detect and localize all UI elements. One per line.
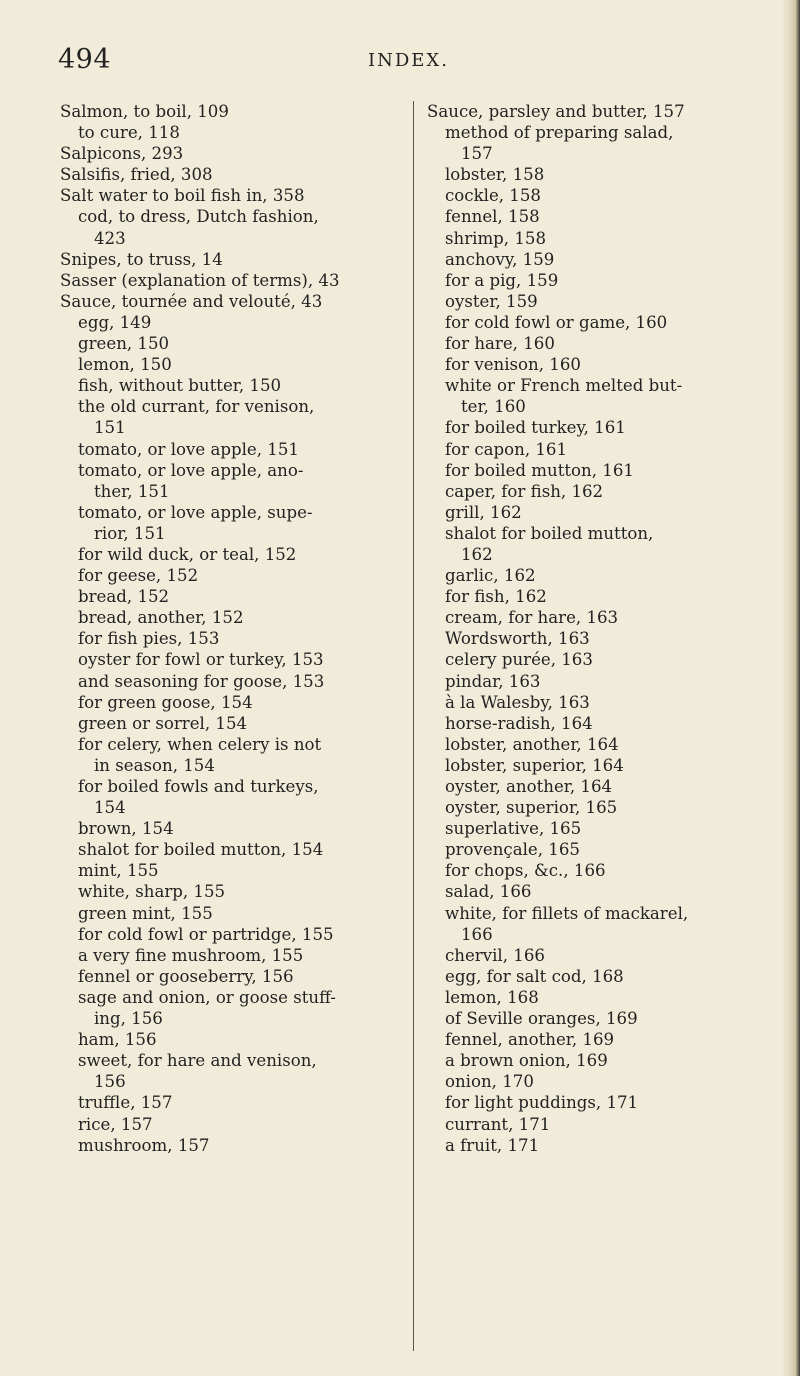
index-subentry [60,565,390,586]
index-subentry [60,987,390,1029]
index-subentry [60,692,390,713]
index-subentry [427,206,757,227]
index-line: a fruit, 171 [445,1135,540,1155]
index-subentry [427,502,757,523]
index-line: Snipes, to truss, 14 [60,249,223,269]
index-subentry [427,839,757,860]
index-line: for boiled fowls and turkeys, [78,777,319,796]
index-line: currant, 171 [445,1114,551,1134]
index-subentry [427,228,757,249]
index-line: cod, to dress, Dutch fashion, [78,207,319,227]
index-line: for hare, 160 [445,334,555,354]
index-line: 423 [94,228,126,248]
index-subentry [427,987,757,1008]
index-line: for boiled turkey, 161 [445,418,626,438]
index-line: 151 [94,418,126,438]
page-header [58,44,718,84]
index-line: mint, 155 [78,861,159,881]
index-subentry [60,713,390,734]
index-subentry [60,122,390,143]
index-subentry [427,945,757,966]
index-line: green or sorrel, 154 [78,713,248,733]
index-subentry [427,291,757,312]
index-subentry [427,185,757,206]
index-line: to cure, 118 [78,123,180,143]
index-line: celery purée, 163 [445,650,593,670]
index-line: tomato, or love apple, ano- [78,460,304,480]
index-subentry [60,439,390,460]
index-line: lemon, 150 [78,355,172,375]
index-line: anchovy, 159 [445,249,555,269]
index-line: a brown onion, 169 [445,1051,608,1071]
page-edge-shadow [782,0,800,1376]
index-line: for celery, when celery is not [78,734,322,754]
index-entry [60,164,390,185]
index-line: tomato, or love apple, supe- [78,502,313,522]
index-subentry [427,164,757,185]
index-subentry [427,607,757,628]
index-line: Sauce, parsley and butter, 157 [427,102,685,121]
index-line: the old currant, for venison, [78,397,315,417]
index-line: horse-radish, 164 [445,713,593,733]
index-subentry [427,671,757,692]
index-line: for green goose, 154 [78,692,253,712]
index-subentry [427,249,757,270]
index-line: for boiled mutton, 161 [445,460,634,480]
index-subentry [427,122,757,164]
index-subentry [427,903,757,945]
index-line: Salpicons, 293 [60,144,184,164]
index-line: cockle, 158 [445,186,541,206]
running-head: INDEX. [368,50,449,71]
index-line: fennel, 158 [445,207,540,227]
index-subentry [427,776,757,797]
index-line: green, 150 [78,334,170,354]
index-line: mushroom, 157 [78,1135,210,1155]
index-line: ing, 156 [94,1009,163,1029]
index-subentry [427,860,757,881]
index-line: for fish pies, 153 [78,629,220,649]
index-line: oyster, superior, 165 [445,798,618,818]
index-subentry [427,713,757,734]
index-subentry [427,734,757,755]
index-line: oyster, 159 [445,291,538,311]
index-subentry [60,671,390,692]
index-line: onion, 170 [445,1072,534,1092]
index-subentry [60,375,390,396]
index-subentry [427,586,757,607]
index-line: for cold fowl or game, 160 [445,312,668,332]
index-line: Salt water to boil fish in, 358 [60,186,305,206]
index-subentry [427,354,757,375]
index-subentry [60,945,390,966]
index-subentry [427,312,757,333]
index-line: for wild duck, or teal, 152 [78,544,297,564]
index-subentry [60,586,390,607]
index-entry [60,249,390,270]
index-subentry [427,1050,757,1071]
index-line: green mint, 155 [78,903,213,923]
index-subentry [60,628,390,649]
index-line: rior, 151 [94,523,166,543]
index-line: white or French melted but- [445,376,683,396]
index-subentry [427,797,757,818]
index-subentry [427,523,757,565]
index-subentry [427,481,757,502]
index-subentry [427,460,757,481]
index-line: for capon, 161 [445,439,568,459]
index-subentry [427,628,757,649]
index-line: sage and onion, or goose stuff- [78,987,336,1007]
index-line: for venison, 160 [445,355,581,375]
index-subentry [427,818,757,839]
index-line: white, for fillets of mackarel, [445,903,689,923]
index-subentry [427,1071,757,1092]
index-line: and seasoning for goose, 153 [78,671,325,691]
index-line: shrimp, 158 [445,228,547,248]
page-number: 494 [58,44,112,75]
index-line: 154 [94,798,126,818]
index-subentry [60,502,390,544]
index-line: white, sharp, 155 [78,882,226,902]
index-subentry [60,1092,390,1113]
index-line: 157 [461,144,493,164]
index-subentry [60,839,390,860]
index-line: pindar, 163 [445,671,541,691]
index-line: rice, 157 [78,1114,153,1134]
index-line: Salsifis, fried, 308 [60,165,213,185]
index-line: garlic, 162 [445,566,536,586]
index-subentry [427,881,757,902]
index-subentry [60,734,390,776]
index-subentry [60,860,390,881]
index-entry [60,185,390,206]
index-subentry [427,1029,757,1050]
index-line: 166 [461,924,493,944]
index-subentry [60,544,390,565]
index-subentry [60,1114,390,1135]
index-subentry [60,1050,390,1092]
index-subentry [60,312,390,333]
index-line: of Seville oranges, 169 [445,1009,638,1029]
index-line: lobster, another, 164 [445,734,619,754]
index-line: shalot for boiled mutton, [445,523,654,543]
index-subentry [60,881,390,902]
index-line: for a pig, 159 [445,270,559,290]
index-subentry [60,903,390,924]
index-entry [60,143,390,164]
index-subentry [427,417,757,438]
right-index-column [427,101,757,1156]
index-line: grill, 162 [445,502,522,522]
index-line: method of preparing salad, [445,123,674,143]
index-subentry [60,333,390,354]
index-line: fennel, another, 169 [445,1030,615,1050]
index-subentry [60,1135,390,1156]
index-line: chervil, 166 [445,945,545,965]
index-line: Sasser (explanation of terms), 43 [60,270,340,290]
index-line: lobster, 158 [445,165,545,185]
index-line: oyster, another, 164 [445,777,613,796]
index-subentry [60,1029,390,1050]
index-subentry [427,333,757,354]
index-line: cream, for hare, 163 [445,608,619,628]
index-subentry [60,607,390,628]
index-subentry [60,396,390,438]
left-index-column [60,101,390,1156]
index-subentry [60,966,390,987]
index-subentry [60,649,390,670]
index-line: Wordsworth, 163 [445,629,590,649]
index-subentry [427,375,757,417]
index-line: sweet, for hare and venison, [78,1051,317,1071]
index-subentry [60,924,390,945]
index-entry [427,101,757,122]
index-entry [60,101,390,122]
index-line: superlative, 165 [445,819,582,839]
index-subentry [427,439,757,460]
index-line: bread, another, 152 [78,608,244,628]
index-line: caper, for fish, 162 [445,481,604,501]
index-subentry [427,755,757,776]
index-line: bread, 152 [78,587,170,607]
index-line: egg, 149 [78,312,152,332]
index-subentry [427,1008,757,1029]
index-subentry [60,354,390,375]
index-line: Salmon, to boil, 109 [60,102,229,121]
index-line: 156 [94,1072,126,1092]
index-line: fennel or gooseberry, 156 [78,966,294,986]
index-line: fish, without butter, 150 [78,376,282,396]
index-subentry [427,565,757,586]
index-subentry [427,692,757,713]
index-line: for fish, 162 [445,587,547,607]
index-subentry [427,270,757,291]
index-line: truffle, 157 [78,1093,173,1113]
index-line: lobster, superior, 164 [445,755,624,775]
index-line: à la Walesby, 163 [445,692,590,712]
index-subentry [427,1092,757,1113]
index-line: egg, for salt cod, 168 [445,966,624,986]
index-subentry [60,206,390,248]
index-subentry [427,966,757,987]
index-line: provençale, 165 [445,840,580,860]
index-subentry [60,776,390,818]
index-line: Sauce, tournée and velouté, 43 [60,291,323,311]
index-line: salad, 166 [445,882,532,902]
column-divider [413,101,414,1351]
index-line: for light puddings, 171 [445,1093,639,1113]
index-line: a very fine mushroom, 155 [78,945,304,965]
index-entry [60,270,390,291]
index-line: for geese, 152 [78,566,199,586]
index-subentry [60,460,390,502]
index-line: ther, 151 [94,481,170,501]
index-line: for cold fowl or partridge, 155 [78,924,334,944]
index-line: for chops, &c., 166 [445,861,606,881]
index-line: brown, 154 [78,819,174,839]
index-line: ter, 160 [461,397,526,417]
index-entry [60,291,390,312]
index-subentry [60,818,390,839]
index-line: shalot for boiled mutton, 154 [78,840,324,860]
index-line: lemon, 168 [445,987,539,1007]
index-line: ham, 156 [78,1030,157,1050]
index-line: 162 [461,544,493,564]
index-line: oyster for fowl or turkey, 153 [78,650,324,670]
index-subentry [427,1114,757,1135]
index-subentry [427,649,757,670]
index-subentry [427,1135,757,1156]
index-line: tomato, or love apple, 151 [78,439,299,459]
index-line: in season, 154 [94,755,215,775]
